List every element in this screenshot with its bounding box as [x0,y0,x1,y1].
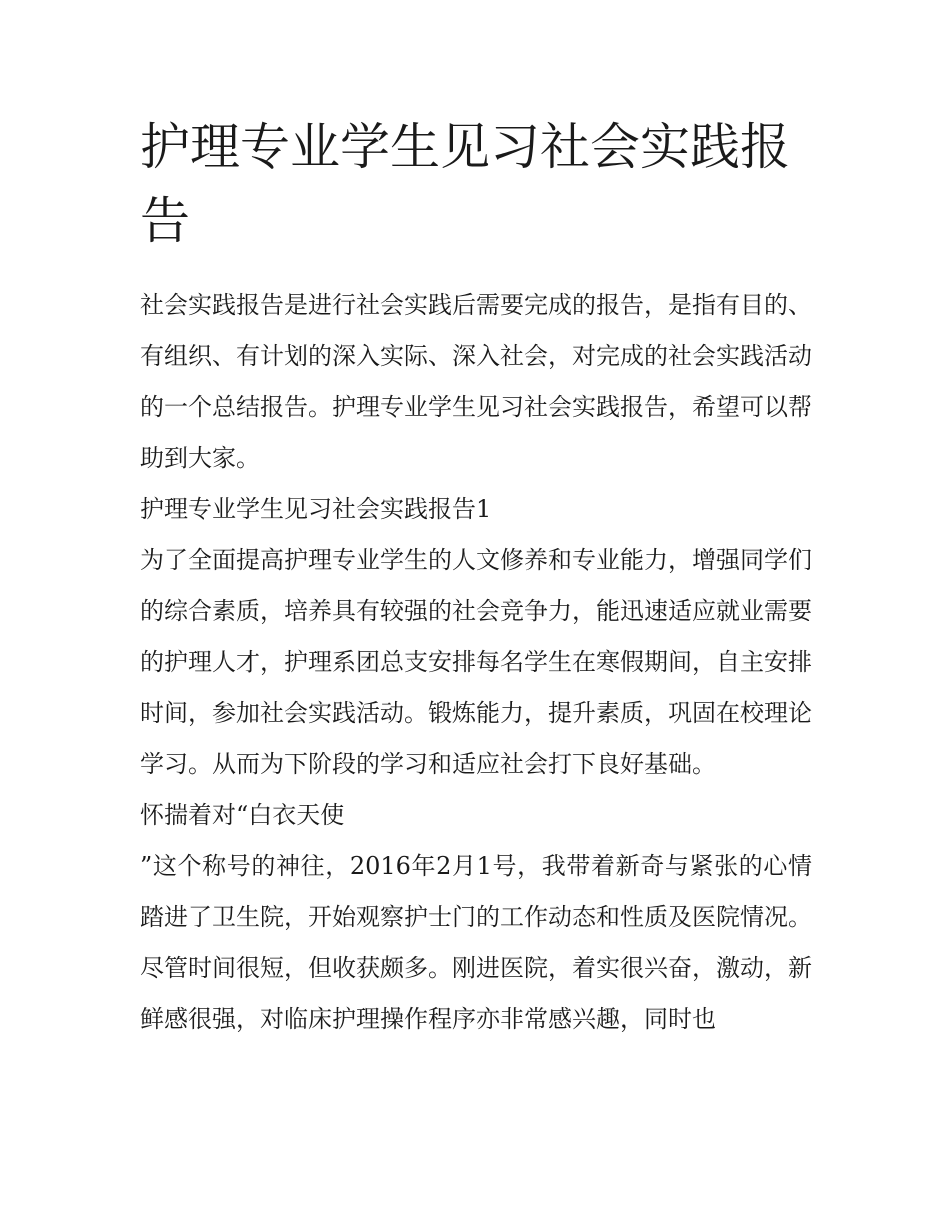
body-paragraph-quote-start: 怀揣着对“白衣天使 [140,801,345,829]
intro-paragraph: 社会实践报告是进行社会实践后需要完成的报告，是指有目的、有组织、有计划的深入实际、深入社会，对完成的社会实践活动的一个总结报告。护理专业学生见习社会实践报告，希望可以帮助到大家。 [140,291,812,472]
section-heading: 护理专业学生见习社会实践报告1 [140,495,492,523]
body-paragraph-experience: ”这个称号的神往，2016年2月1号，我带着新奇与紧张的心情踏进了卫生院，开始观察护士门的工作动态和性质及医院情况。尽管时间很短，但收获颇多。刚进医院，着实很兴奋，激动，新鲜感很强，对临床护理操作程序亦非常感兴趣，同时也 [140,852,812,1033]
document-body [140,110,812,1045]
body-paragraph-purpose: 为了全面提高护理专业学生的人文修养和专业能力，增强同学们的综合素质，培养具有较强的社会竞争力，能迅速适应就业需要的护理人才，护理系团总支安排每名学生在寒假期间，自主安排时间，参加社会实践活动。锻炼能力，提升素质，巩固在校理论学习。从而为下阶段的学习和适应社会打下良好基础。 [140,546,812,778]
document-title: 护理专业学生见习社会实践报告 [140,118,790,250]
